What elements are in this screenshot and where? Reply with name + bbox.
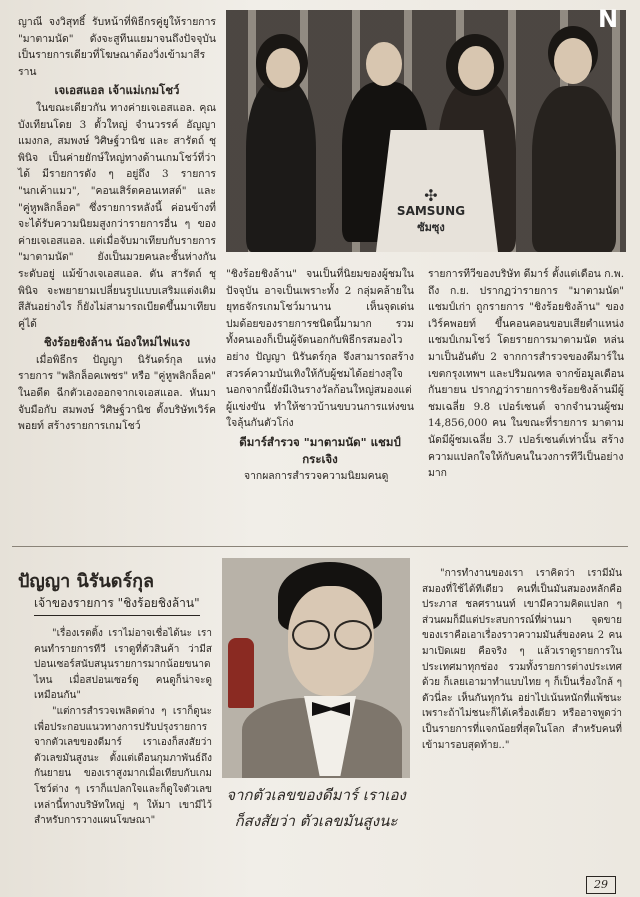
host-figure <box>532 86 616 252</box>
podium-brand-thai: ซัมซุง <box>417 221 445 234</box>
podium-sign <box>376 188 486 236</box>
fire-extinguisher <box>228 638 254 708</box>
samsung-logo-icon: ✣ <box>424 186 438 205</box>
article-column-2 <box>226 266 414 485</box>
page-number: 29 <box>586 876 616 894</box>
paragraph: รายการทีวีของบริษัท ดีมาร์ ตั้งแต่เดือน ก.พ. ถึง ก.ย. ปรากฏว่ารายการ "มาตามนัด" แชมป์เก่า ถูกรายการ "ชิงร้อยชิงล้าน" ของเวิร์คพอยท์ ขึ้นคอนคอนขอบเสียตำแหน่งแชมป์เกมโชว์ โดยรายการมาตามนัด หล่นมาเป็นอันดับ 2 จากการสำรวจของดีมาร์ในเขตกรุงเทพฯ และปริมณฑล จากข้อมูลเดือนกันยายน ปรากฏว่ารายการชิงร้อยชิงล้านมีผู้ชมเฉลี่ย 9.8 เปอร์เซนต์ จากจำนวนผู้ชม 14,856,000 คน ในขณะที่รายการ มาตามนัดมีผู้ชมเฉลี่ย 3.7 เปอร์เซนต์เท่านั้น สร้างความแปลกใจให้กับคนในวงการทีวีเป็นอย่างมาก <box>428 268 624 480</box>
quote-paragraph: "การทำงานของเรา เราคิดว่า เรามีมันสมองที่ใช้ได้ทีเดียว คนที่เป็นมันสมองหลักคือ ประภาส ชลศรานนท์ เขามีความคิดแปลก ๆ ส่วนผมก็มีแต่ประสบการณ์ที่ผ่านมา จุดขายของเราคือเอาเรื่องราวความมันส์ของคน 2 คนมาเปิดเผย คือจริง ๆ แล้วเราดูรายการในประเทศมาทุกช่อง รวมทั้งรายการต่างประเทศด้วย ก็เลยเอามาทำแบบไทย ๆ ก็เป็นเรื่องใกล้ ๆ ตัวนี่ละ เห็นกันทุกวัน อย่าไปเน้นหนักที่แพ้ชนะ เพราะถ้าไม่ชนะก็ได้เครื่องเดียว หรืออาจพูดว่าเป็นรายการที่แจกน้อยที่สุดในโลก สำหรับคนที่เข้ามารอบสุดท้าย.." <box>422 568 622 751</box>
divider <box>12 546 628 547</box>
host-figure <box>246 80 316 252</box>
glasses-icon <box>334 620 372 650</box>
glasses-icon <box>292 620 330 650</box>
article-column-3 <box>428 266 624 482</box>
corner-mark: N <box>598 5 619 33</box>
host-face <box>458 46 494 90</box>
feature-subtitle: เจ้าของรายการ "ชิงร้อยชิงล้าน" <box>34 594 200 616</box>
paragraph: จากผลการสำรวจความนิยมคนดู <box>244 470 389 483</box>
quote-paragraph: "เรื่องเรตติ้ง เราไม่อาจเชื่อได้นะ เราคนทำรายการทีวี เราดูที่ตัวสินค้า ว่ามีสปอนเซอร์สนับสนุนรายการมากน้อยขนาดไหน เมื่อสปอนเซอร์ดู คนดูก็น่าจะดูเหมือนกัน" <box>34 628 212 702</box>
article-column-1 <box>18 14 216 435</box>
host-face <box>366 42 402 86</box>
paragraph: ในขณะเดียวกัน ทางค่ายเจเอสแอล. คุณบังเทียนโดย 3 ตั้วใหญ่ จำนวรรค์ อัญญาแมงกล, สมพงษ์ วิศิษฐ์วานิช และ สารัตถ์ ชุพินิจ เป็นค่ายยักษ์ใหญ่ทางด้านเกมโชว์ที่ว่าได้ มีรายการดัง ๆ อยู่ถึง 3 รายการ "นกเค้าแมว", "คอนเสิร์ตคอนเทสต์" และ "คู่หูพลิกล็อค" ซึ่งรายการหลังนี้ ค่อนข้างที่จะได้รับความนิยมสูงกว่ารายการอื่น ๆ ของค่ายเจเอสแอล. แต่เมื่อจับมาเทียบกับรายการ "มาตามนัด" ยังเป็นมวยคนละชั้นห่างกันระดับอยู่ แม้ข้างเจเอสแอล. ดัน สารัตถ์ ชุพินิจ จะพยายามเปลี่ยนรูปแบบเสริมแต่งเติมสีสันอย่างไร ก็ยังไม่สามารถเบียดขึ้นมาเทียบคู่ได้ <box>18 101 216 330</box>
paragraph: เมื่อพิธีกร ปัญญา นิรันดร์กุล แห่งรายการ "พลิกล็อคเพชร" หรือ "คู่หูพลิกล็อค" ในอดีต ฉีกตัวเองออกจากเจเอสแอล. หันมาจับมือกับ สมพงษ์ วิศิษฐ์วานิช ตั้งบริษัทเวิร์คพอยท์ สร้างรายการเกมโชว์ <box>18 353 216 433</box>
quote-paragraph: "แต่การสำรวจเพลิดต่าง ๆ เราก็ดูนะ เพื่อประกอบแนวทางการปรับปรุงรายการ จากตัวเลขของดีมาร์ เราเองก็สงสัยว่าตัวเลขมันสูงนะ ตั้งแต่เดือนกุมภาพันธ์ถึงกันยายน ของเราสูงมากเมื่อเทียบกับเกมโชว์ต่าง ๆ เราก็แปลกใจและก็ดูใจตัวเลขเหล่านี้ทางบริษัทใหญ่ ๆ ให้มา เขามีไว้สำหรับการวางแผนโฆษณา" <box>34 705 212 827</box>
subheading: ดีมาร์สำรวจ "มาตามนัด" แชมป์กระเจิง <box>239 434 401 466</box>
paragraph: "ชิงร้อยชิงล้าน" จนเป็นที่นิยมของผู้ชมในปัจจุบัน อาจเป็นเพราะทั้ง 2 กลุ่มคล้ายในยุทธจักรเกมโชว์มานาน เห็นจุดเด่นปมด้อยของรายการชนิดนี้มามาก รวมทั้งคนเองก็เป็นผู้จัดนอกกับพิธีกรสมองไวอย่าง ปัญญา นิรันดร์กุล จึงสามารถสร้างสวรค์ความบันเทิงให้กับผู้ชมได้อย่างสุใจนอกจากนี้ยังมีเงินรางวัลก้อนใหญ่สมองแต่ผู้แข่งขัน ทำให้ชาวบ้านขบวนการแห่งขนใจลุ้นกันตัวโก่ง <box>226 268 414 430</box>
paragraph: ญาณี จงวิสุทธิ์ รับหน้าที่พิธีกรคู่ยูให้รายการ "มาตามนัด" ดังจะสูทีนแยมาจนถึงปัจจุบัน เป็นรายการเดียวที่โฆษณาต้องวิ่งเข้ามาสีรราน <box>18 16 216 78</box>
game-show-photo <box>226 10 626 252</box>
photo-caption: จากตัวเลขของดีมาร์ เราเองก็สงสัยว่า ตัวเลขมันสูงนะ <box>226 786 406 830</box>
host-face <box>266 48 300 88</box>
portrait-photo <box>222 558 410 778</box>
subheading: ชิงร้อยชิงล้าน น้องใหม่ไฟแรง <box>43 335 191 350</box>
subheading: เจเอสแอล เจ้าแม่เกมโชว์ <box>54 83 180 98</box>
podium-brand: SAMSUNG <box>396 204 466 218</box>
host-face <box>554 38 592 84</box>
feature-name: ปัญญา นิรันดร์กุล <box>18 571 155 592</box>
quote-column-right <box>422 566 622 753</box>
quote-column-left <box>34 626 212 829</box>
